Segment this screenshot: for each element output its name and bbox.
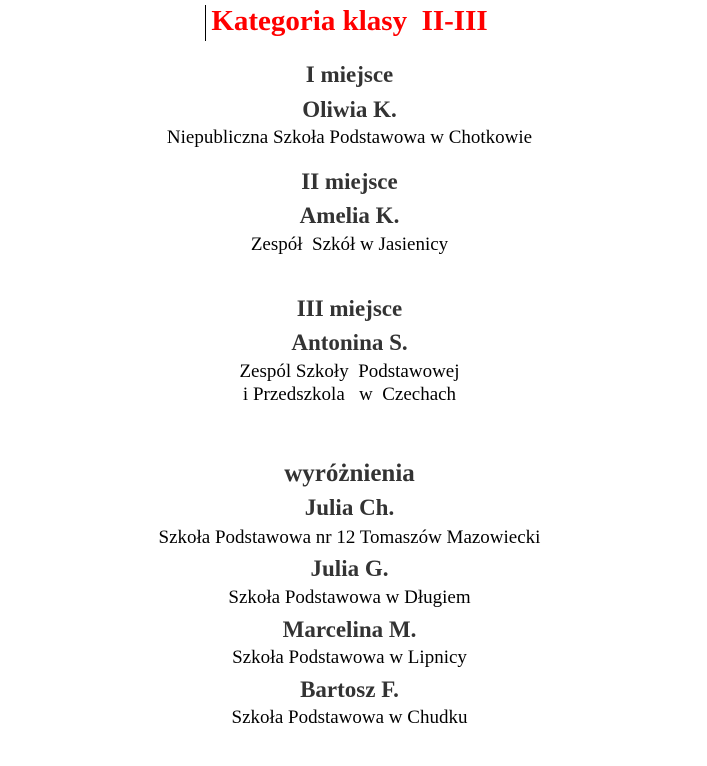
- place-3-name[interactable]: Antonina S.: [291, 330, 408, 355]
- honor-1-school[interactable]: Szkoła Podstawowa nr 12 Tomaszów Mazowiecki: [158, 527, 541, 548]
- honor-4-name[interactable]: Bartosz F.: [300, 677, 399, 702]
- honor-3-school[interactable]: Szkoła Podstawowa w Lipnicy: [232, 647, 467, 668]
- place-1-school[interactable]: Niepubliczna Szkoła Podstawowa w Chotkowie: [166, 127, 533, 148]
- place-2-name[interactable]: Amelia K.: [299, 203, 400, 228]
- place-3-school-line-2[interactable]: i Przedszkola w Czechach: [242, 384, 457, 405]
- honor-1-name[interactable]: Julia Ch.: [304, 495, 395, 520]
- honor-3-name[interactable]: Marcelina M.: [282, 617, 417, 642]
- place-1-label[interactable]: I miejsce: [305, 62, 394, 87]
- document-title[interactable]: Kategoria klasy II-III: [211, 5, 488, 37]
- honor-2-school[interactable]: Szkoła Podstawowa w Długiem: [228, 587, 471, 608]
- place-1-name[interactable]: Oliwia K.: [302, 97, 397, 122]
- honors-label[interactable]: wyróżnienia: [284, 460, 415, 487]
- place-3-school-line-1[interactable]: Zespól Szkoły Podstawowej: [239, 361, 460, 382]
- honor-4-school[interactable]: Szkoła Podstawowa w Chudku: [231, 707, 468, 728]
- place-2-label[interactable]: II miejsce: [301, 169, 398, 194]
- place-3-label[interactable]: III miejsce: [296, 296, 403, 321]
- place-2-school[interactable]: Zespół Szkół w Jasienicy: [250, 234, 449, 255]
- honor-2-name[interactable]: Julia G.: [310, 556, 389, 581]
